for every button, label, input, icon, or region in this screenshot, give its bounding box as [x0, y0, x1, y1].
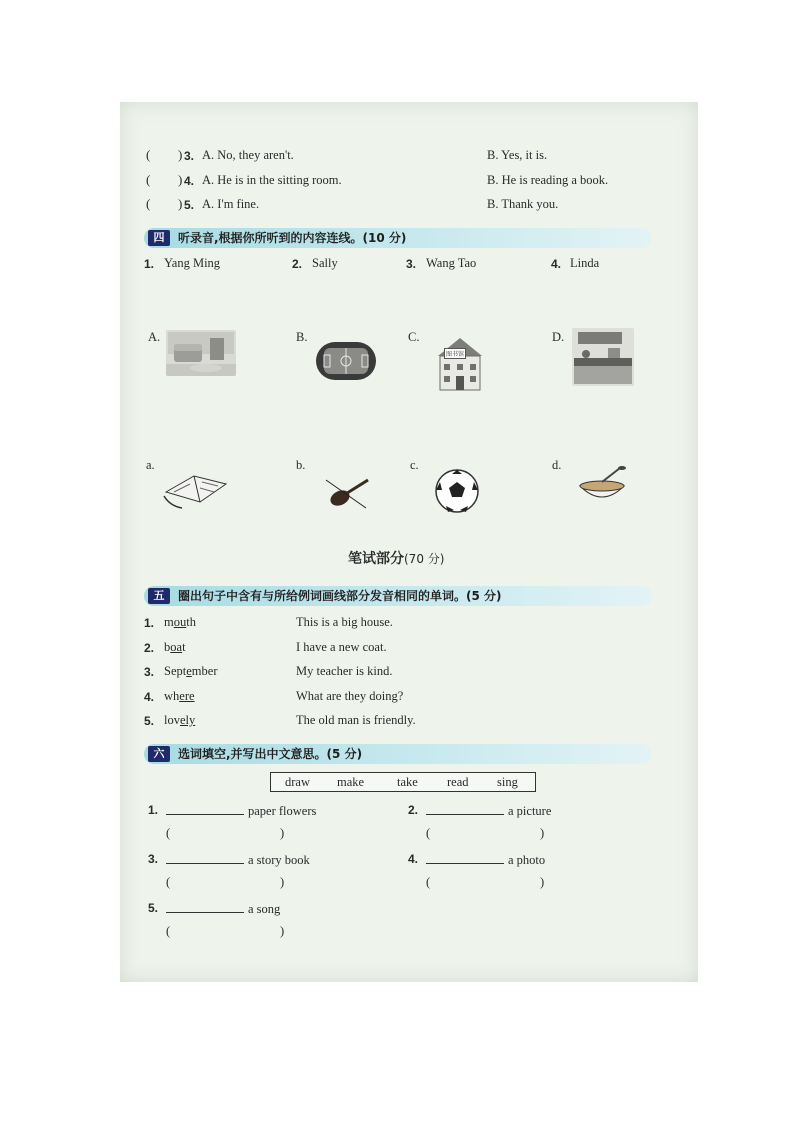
answer-paren-close: ) [178, 147, 183, 162]
answer-blank[interactable] [426, 802, 504, 815]
fill-line [426, 802, 551, 819]
fill-line [426, 851, 545, 868]
sentence: What are they doing? [296, 689, 404, 703]
example-word: mouth [164, 615, 196, 629]
section-5-title: 圈出句子中含有与所给例词画线部分发音相同的单词。(5 分) [178, 589, 502, 603]
item-number: 3. [144, 665, 155, 679]
word-bank-item: draw [285, 775, 310, 789]
football-picture [434, 468, 480, 514]
answer-paren-close: ) [178, 196, 183, 211]
word-bank-item: make [337, 775, 365, 789]
place-label-b: B. [296, 330, 308, 344]
item-number: 2. [144, 641, 155, 655]
bowl-of-soup-picture [576, 466, 628, 506]
name-number: 2. [292, 257, 303, 271]
name-wang-tao: Wang Tao [426, 256, 477, 270]
item-number: 3. [148, 852, 159, 866]
item-number: 1. [144, 616, 155, 630]
question-number: 5. [184, 198, 195, 212]
meaning-paren-open: ( [426, 826, 431, 840]
item-number: 4. [408, 852, 419, 866]
meaning-paren-open: ( [166, 826, 171, 840]
phrase: paper flowers [248, 804, 317, 818]
item-number: 5. [144, 714, 155, 728]
name-number: 3. [406, 257, 417, 271]
written-part-score: (70 分) [404, 552, 445, 566]
library-picture [434, 334, 486, 392]
name-number: 1. [144, 257, 155, 271]
worksheet-page [120, 102, 698, 982]
section-6-badge: 六 [148, 746, 170, 762]
meaning-paren-close: ) [280, 924, 285, 938]
meaning-paren-open: ( [166, 875, 171, 889]
section-5-badge: 五 [148, 588, 170, 604]
example-word: lovely [164, 713, 196, 727]
item-number: 2. [408, 803, 419, 817]
answer-blank[interactable] [166, 900, 244, 913]
meaning-paren-close: ) [280, 875, 285, 889]
object-label-c: c. [410, 458, 419, 472]
phrase: a story book [248, 853, 310, 867]
name-linda: Linda [570, 256, 600, 270]
answer-blank[interactable] [426, 851, 504, 864]
book-picture [160, 466, 232, 512]
section-4-title: 听录音,根据你所听到的内容连线。(10 分) [178, 231, 407, 245]
answer-paren-open: ( [146, 147, 151, 162]
answer-paren-open: ( [146, 196, 151, 211]
question-number: 4. [184, 174, 195, 188]
meaning-paren-close: ) [540, 875, 545, 889]
question-number: 3. [184, 149, 195, 163]
answer-blank[interactable] [166, 851, 244, 864]
answer-blank[interactable] [166, 802, 244, 815]
meaning-paren-open: ( [426, 875, 431, 889]
phrase: a song [248, 902, 281, 916]
fill-line [166, 900, 280, 917]
option-b: B. He is reading a book. [487, 173, 609, 187]
option-a: A. He is in the sitting room. [202, 173, 342, 187]
written-part-heading [348, 548, 444, 568]
meaning-paren-close: ) [280, 826, 285, 840]
example-word: boat [164, 640, 186, 654]
object-label-d: d. [552, 458, 562, 472]
word-bank-item: sing [497, 775, 518, 789]
item-number: 4. [144, 690, 155, 704]
example-word: September [164, 664, 218, 678]
sitting-room-picture [166, 330, 236, 376]
section-6-title: 选词填空,并写出中文意思。(5 分) [178, 747, 363, 761]
item-number: 5. [148, 901, 159, 915]
item-number: 1. [148, 803, 159, 817]
violin-picture [316, 468, 378, 512]
object-label-a: a. [146, 458, 155, 472]
meaning-paren-close: ) [540, 826, 545, 840]
word-bank-box [270, 772, 536, 792]
fill-line [166, 802, 316, 819]
written-part-title: 笔试部分 [348, 551, 404, 567]
answer-paren-open: ( [146, 172, 151, 187]
option-b: B. Yes, it is. [487, 148, 548, 162]
fill-line [166, 851, 310, 868]
option-b: B. Thank you. [487, 197, 559, 211]
phrase: a photo [508, 853, 546, 867]
option-a: A. I'm fine. [202, 197, 260, 211]
meaning-paren-open: ( [166, 924, 171, 938]
answer-paren-close: ) [178, 172, 183, 187]
sentence: My teacher is kind. [296, 664, 393, 678]
option-a: A. No, they aren't. [202, 148, 294, 162]
section-4-badge: 四 [148, 230, 170, 246]
word-bank-item: read [447, 775, 469, 789]
place-label-a: A. [148, 330, 161, 344]
name-yang-ming: Yang Ming [164, 256, 221, 270]
name-number: 4. [551, 257, 562, 271]
object-label-b: b. [296, 458, 306, 472]
library-sign: 图书馆 [444, 348, 466, 359]
name-sally: Sally [312, 256, 338, 270]
example-word: where [164, 689, 195, 703]
playground-picture [314, 340, 378, 382]
sentence: The old man is friendly. [296, 713, 416, 727]
place-label-d: D. [552, 330, 565, 344]
place-label-c: C. [408, 330, 420, 344]
sentence: I have a new coat. [296, 640, 387, 654]
sentence: This is a big house. [296, 615, 393, 629]
word-bank-item: take [397, 775, 418, 789]
phrase: a picture [508, 804, 552, 818]
kitchen-picture [572, 328, 634, 386]
